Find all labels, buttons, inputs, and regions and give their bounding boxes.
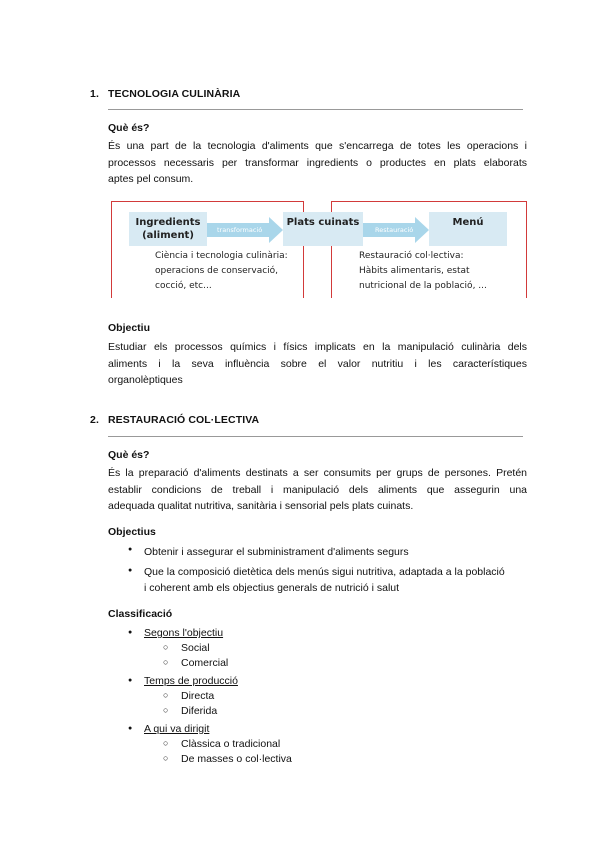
classification-group-label: Temps de producció	[144, 675, 238, 687]
menu-label: Menú	[452, 217, 484, 228]
objective-item	[144, 544, 529, 560]
section-2-divider	[108, 436, 523, 437]
text-line: aptes pel consum.	[108, 173, 194, 185]
bullet-icon: ●	[128, 546, 133, 553]
bullet-icon: ●	[128, 677, 133, 684]
diagram-left-text	[155, 249, 288, 294]
classification-item: Directa	[181, 690, 215, 702]
text-line: Restauració col·lectiva:	[359, 251, 464, 261]
circle-bullet-icon: ○	[163, 657, 169, 667]
text-line: És una part de la tecnologia d'aliments que s'encarrega de totes les operacions i	[108, 140, 527, 152]
objective-item	[144, 564, 529, 596]
transformation-diagram	[111, 201, 527, 298]
classification-group-label: Segons l'objectiu	[144, 627, 224, 639]
section-1-objective-heading: Objectiu	[108, 322, 151, 334]
plats-cuinats-label: Plats cuinats	[286, 217, 360, 228]
classification-item: Social	[181, 642, 210, 654]
diagram-right-text	[359, 249, 487, 294]
section-1-number: 1.	[90, 88, 99, 100]
text-line: processos necessaris per transformar ingredients o productes en plats elaborats	[108, 156, 527, 169]
arrow-1-label: transformació	[217, 226, 263, 234]
section-1-objective-text	[108, 339, 527, 389]
ingredients-box	[129, 212, 207, 246]
circle-bullet-icon: ○	[163, 753, 169, 763]
text-line: aliments i la seva influència sobre el valor nutritiu i les característiques	[108, 357, 527, 370]
text-line: operacions de conservació,	[155, 266, 279, 276]
classification-group-label: A qui va dirigit	[144, 723, 210, 735]
section-2-title: RESTAURACIÓ COL·LECTIVA	[108, 414, 260, 426]
text-line: Que la composició dietètica dels menús sigui nutritiva, adaptada a la població	[144, 566, 505, 578]
section-2-number: 2.	[90, 414, 99, 426]
section-2-what-heading: Què és?	[108, 449, 150, 461]
text-line: organolèptiques	[108, 374, 183, 386]
classification-item: De masses o col·lectiva	[181, 753, 292, 765]
plats-cuinats-box	[283, 212, 363, 246]
text-line: Ciència i tecnologia culinària:	[155, 251, 288, 261]
classification-item: Comercial	[181, 657, 229, 669]
classification-heading: Classificació	[108, 608, 173, 620]
section-1-what-heading: Què és?	[108, 122, 150, 134]
text-line: Obtenir i assegurar el subministrament d'aliments segurs	[144, 546, 409, 558]
text-line: És la preparació d'aliments destinats a ser consumits per grups de persones. Pretén	[108, 467, 527, 479]
ingredients-sublabel: (aliment)	[142, 230, 194, 241]
bullet-icon: ●	[128, 629, 133, 636]
arrow-2-label: Restauració	[375, 226, 414, 234]
ingredients-label: Ingredients	[135, 217, 201, 228]
text-line: adequada qualitat nutritiva, sanitària i sensorial pels plats cuinats.	[108, 500, 414, 512]
section-1-divider	[108, 109, 523, 110]
text-line: Hàbits alimentaris, estat	[359, 266, 470, 276]
bullet-icon: ●	[128, 725, 133, 732]
classification-item: Clàssica o tradicional	[181, 738, 281, 750]
classification-item: Diferida	[181, 705, 218, 717]
bullet-icon: ●	[128, 567, 133, 574]
circle-bullet-icon: ○	[163, 642, 169, 652]
text-line: i coherent amb els objectius generals de nutrició i salut	[144, 582, 400, 594]
menu-box	[429, 212, 507, 246]
section-2-what-text	[108, 465, 527, 515]
circle-bullet-icon: ○	[163, 705, 169, 715]
text-line: Estudiar els processos químics i físics implicats en la manipulació culinària dels	[108, 341, 527, 353]
circle-bullet-icon: ○	[163, 738, 169, 748]
section-1-what-text	[108, 138, 527, 188]
text-line: establir condicions de treball i manipulació dels aliments que assegurin una	[108, 483, 527, 496]
section-1-title: TECNOLOGIA CULINÀRIA	[108, 88, 241, 100]
text-line: cocció, etc...	[155, 281, 212, 291]
circle-bullet-icon: ○	[163, 690, 169, 700]
section-2-objectives-heading: Objectius	[108, 526, 156, 538]
text-line: nutricional de la població, ...	[359, 281, 487, 291]
